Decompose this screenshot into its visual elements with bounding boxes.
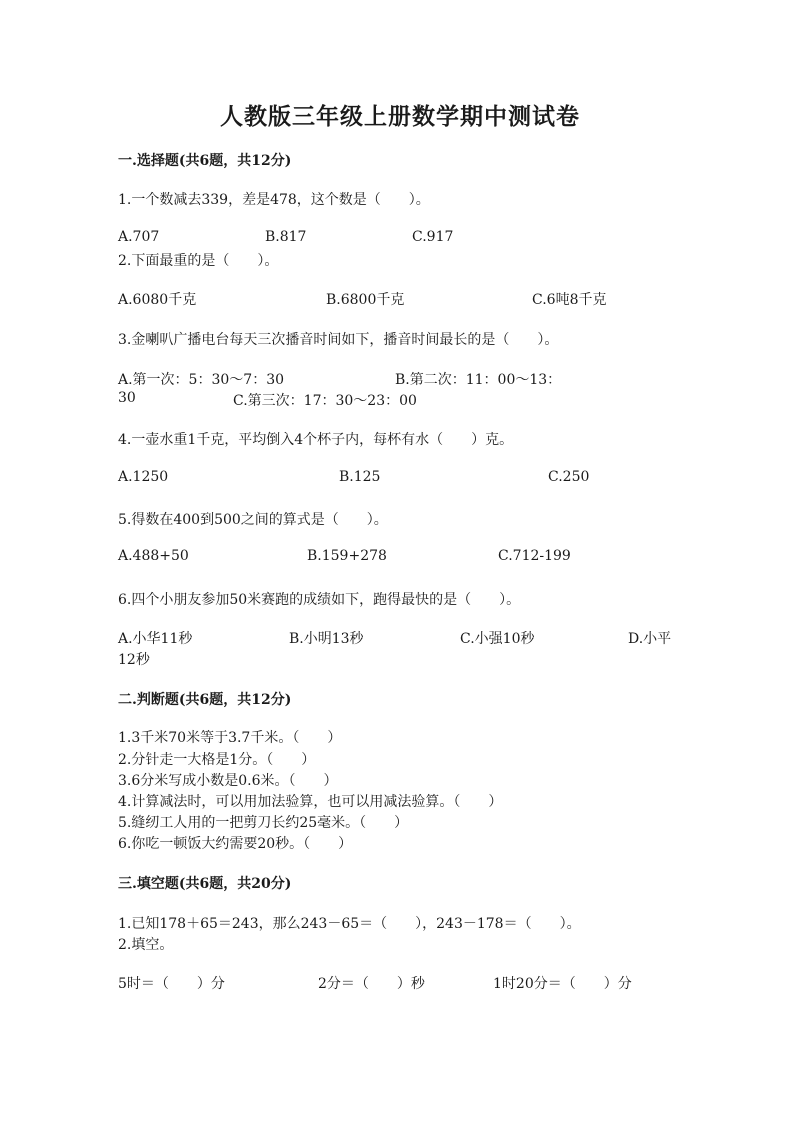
section-heading-judge: 二.判断题(共6题，共12分) (118, 692, 292, 708)
option-1-1-a: A.707 (118, 229, 160, 245)
question-1-3: 3.金喇叭广播电台每天三次播音时间如下，播音时间最长的是（ ）。 (118, 332, 559, 348)
fill-blank-item: 1时20分＝（ ）分 (493, 976, 632, 992)
option-1-3-c: C.第三次：17：30～23：00 (233, 393, 417, 409)
judge-item: 5.缝纫工人用的一把剪刀长约25毫米。（ ） (118, 815, 409, 831)
judge-item: 2.分针走一大格是1分。（ ） (118, 752, 316, 768)
page-title: 人教版三年级上册数学期中测试卷 (220, 103, 580, 130)
judge-item: 3.6分米写成小数是0.6米。（ ） (118, 773, 338, 789)
fill-question-2: 2.填空。 (118, 937, 174, 953)
judge-item: 1.3千米70米等于3.7千米。（ ） (118, 730, 342, 746)
option-1-4-c: C.250 (548, 469, 590, 485)
fill-question-1: 1.已知178＋65＝243，那么243－65＝（ ），243－178＝（ ）。 (118, 916, 581, 932)
option-1-3-b: B.第二次：11：00～13： (395, 372, 562, 388)
option-1-6-c: C.小强10秒 (460, 631, 535, 647)
fill-blank-item: 2分＝（ ）秒 (318, 976, 425, 992)
judge-item: 6.你吃一顿饭大约需要20秒。（ ） (118, 836, 353, 852)
section-heading-fill: 三.填空题(共6题，共20分) (118, 876, 292, 892)
option-1-6-d-cont: 12秒 (118, 652, 150, 668)
option-1-2-b: B.6800千克 (326, 292, 405, 308)
option-1-6-a: A.小华11秒 (118, 631, 193, 647)
option-1-3-a: A.第一次：5：30～7：30 (118, 372, 285, 388)
option-1-6-d: D.小平 (628, 631, 672, 647)
fill-blank-item: 5时＝（ ）分 (118, 976, 225, 992)
question-1-6: 6.四个小朋友参加50米赛跑的成绩如下，跑得最快的是（ ）。 (118, 592, 521, 608)
option-1-5-a: A.488+50 (118, 548, 189, 564)
option-1-5-c: C.712-199 (498, 548, 571, 564)
judge-item: 4.计算减法时，可以用加法验算，也可以用减法验算。（ ） (118, 794, 503, 810)
option-1-4-b: B.125 (339, 469, 381, 485)
option-1-5-b: B.159+278 (307, 548, 387, 564)
question-1-2: 2.下面最重的是（ ）。 (118, 253, 279, 269)
question-1-5: 5.得数在400到500之间的算式是（ ）。 (118, 512, 388, 528)
question-1-1: 1.一个数减去339，差是478，这个数是（ ）。 (118, 192, 430, 208)
section-heading-choice: 一.选择题(共6题，共12分) (118, 153, 292, 169)
option-1-2-c: C.6吨8千克 (532, 292, 607, 308)
option-1-1-b: B.817 (265, 229, 307, 245)
option-1-1-c: C.917 (412, 229, 454, 245)
option-1-2-a: A.6080千克 (118, 292, 197, 308)
question-1-4: 4.一壶水重1千克，平均倒入4个杯子内，每杯有水（ ）克。 (118, 432, 514, 448)
option-1-4-a: A.1250 (118, 469, 169, 485)
option-1-3-b-cont: 30 (118, 390, 136, 406)
option-1-6-b: B.小明13秒 (289, 631, 364, 647)
